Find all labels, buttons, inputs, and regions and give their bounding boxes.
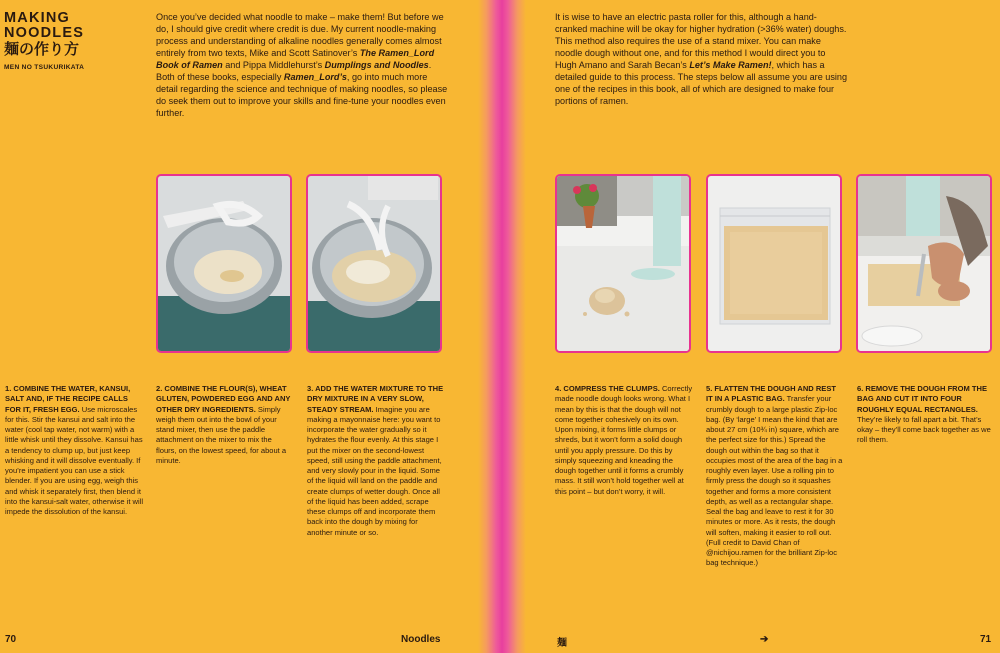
page-number-left: 70: [5, 634, 17, 645]
photo-dough-cut: [856, 174, 992, 353]
title-en: MAKING NOODLES: [4, 10, 85, 41]
step-body: Use microscales for this. Stir the kansui and salt into the water (cool tap water, not warm) with a little whisk until they dissolve. Kansui has a tendency to clump up, but just keep whisking and it will dissolve eventually. If you’re impatient you can use a stick blender. If you are using egg, weigh this and whisk it separately first, then blend it into the kansui-salt water, otherwise it will impede the dissolution of the kansui.: [5, 404, 143, 516]
step-4: [555, 384, 693, 497]
book-title: Dumplings and Noodles: [324, 60, 429, 71]
step-body: Simply weigh them out into the bowl of your stand mixer, then use the paddle attachment on the mixer to mix the flours, on the lowest speed, for about a minute.: [156, 404, 287, 465]
photo-mixer-water: [306, 174, 442, 353]
section-title: [4, 11, 144, 75]
book-title: The Ramen_Lord Book of Ramen: [156, 48, 435, 71]
book-title: Let’s Make Ramen!: [689, 60, 772, 71]
intro-text-left: [156, 11, 448, 119]
step-body: Transfer your crumbly dough to a large plastic Zip-loc bag. (By ‘large’ I mean the kind that are about 27 cm (10¾ in) square, which are the perfect size for this.) Spread the dough out within the bag so that it occupies most of the area of the bag in a roughly even layer. Use a rolling pin to firmly press the dough so it squashes together and forms a more consistent depth, as well as a rectangular shape. Seal the bag and leave to rest it for 30 minutes or more. As it rests, the dough will soften, making it easier to roll out. (Full credit to David Chan of @nichijou.ramen for the brilliant Zip-loc bag technique.): [706, 394, 843, 568]
step-6: [857, 384, 995, 446]
footer-jp: 麺: [557, 638, 567, 649]
intro-run: . Both of these books, especially: [156, 60, 432, 83]
book-title: Ramen_Lord’s: [283, 72, 347, 83]
photo-dough-bag: [706, 174, 842, 353]
step-heading: 5. FLATTEN THE DOUGH AND REST IT IN A PLASTIC BAG.: [706, 384, 836, 404]
intro-run: , which has a detailed guide to this process. The steps below all assume you are using one of the recipes in this book, all of which are designed to make four portions of ramen.: [555, 60, 848, 107]
page-gutter: [478, 0, 526, 653]
intro-run: , go into much more detail regarding the science and technique of making noodles, so please do seek them out to improve your skills and fine-tune your noodles even further.: [156, 72, 448, 119]
intro-text-right: [555, 11, 847, 107]
step-2: [156, 384, 294, 466]
step-body: Correctly made noodle dough looks wrong. What I mean by this is that the dough will not come together cohesively on its own. Upon mixing, it forms little clumps or shreds, but it won’t form a solid dough until you apply pressure. Do this by simply squeezing and kneading the dough together until it forms a crumbly mass. It still won’t hold together well at this point – but don’t worry, it will.: [555, 384, 693, 496]
step-heading: 6. REMOVE THE DOUGH FROM THE BAG AND CUT IT INTO FOUR ROUGHLY EQUAL RECTANGLES.: [857, 384, 987, 414]
intro-run: and Pippa Middlehurst’s: [222, 60, 325, 71]
step-heading: 2. COMBINE THE FLOUR(S), WHEAT GLUTEN, POWDERED EGG AND ANY OTHER DRY INGREDIENTS.: [156, 384, 291, 414]
intro-run: It is wise to have an electric pasta roller for this, although a hand-cranked machine will be okay for higher hydration (>36% water) doughs. This method also requires the use of a stand mixer. You can make noodle dough without one, and for this method I would direct you to Hugh Amano and Sarah Becan’s: [555, 12, 847, 71]
page-number-right: 71: [980, 634, 992, 645]
title-jp: 麺の作り方: [4, 41, 80, 58]
photo-mixer-flour: [156, 174, 292, 353]
title-romaji: MEN NO TSUKURIKATA: [4, 64, 85, 71]
step-heading: 3. ADD THE WATER MIXTURE TO THE DRY MIXTURE IN A VERY SLOW, STEADY STREAM.: [307, 384, 444, 414]
step-heading: 4. COMPRESS THE CLUMPS.: [555, 384, 660, 393]
step-body: Imagine you are making a mayonnaise here: you want to incorporate the water gradually so it hydrates the flour evenly. At this stage I put the mixer on the second-lowest speed, still using the paddle attachment, and very slowly pour in the liquid. Some of the liquid will land on the paddle and create clumps of wetter dough. Once all of the liquid has been added, scrape these clumps off and incorporate them back into the dough by mixing for another minute or so.: [307, 404, 442, 537]
step-body: They’re likely to fall apart a bit. That’s okay – they’ll come back together as we roll them.: [857, 414, 991, 445]
step-3: [307, 384, 445, 538]
step-heading: 1. COMBINE THE WATER, KANSUI, SALT AND, IF THE RECIPE CALLS FOR IT, FRESH EGG.: [5, 384, 131, 414]
step-5: [706, 384, 844, 569]
photo-dough-clump: [555, 174, 691, 353]
intro-run: Once you’ve decided what noodle to make – make them! But before we do, I should give credit where credit is due. My current noodle-making process and understanding of alkaline noodles generally comes almost entirely from two texts, Mike and Scott Satinover’s: [156, 12, 444, 59]
step-1: [5, 384, 143, 517]
arrow-right-icon: ➔: [760, 634, 769, 645]
section-label: Noodles: [401, 634, 441, 645]
